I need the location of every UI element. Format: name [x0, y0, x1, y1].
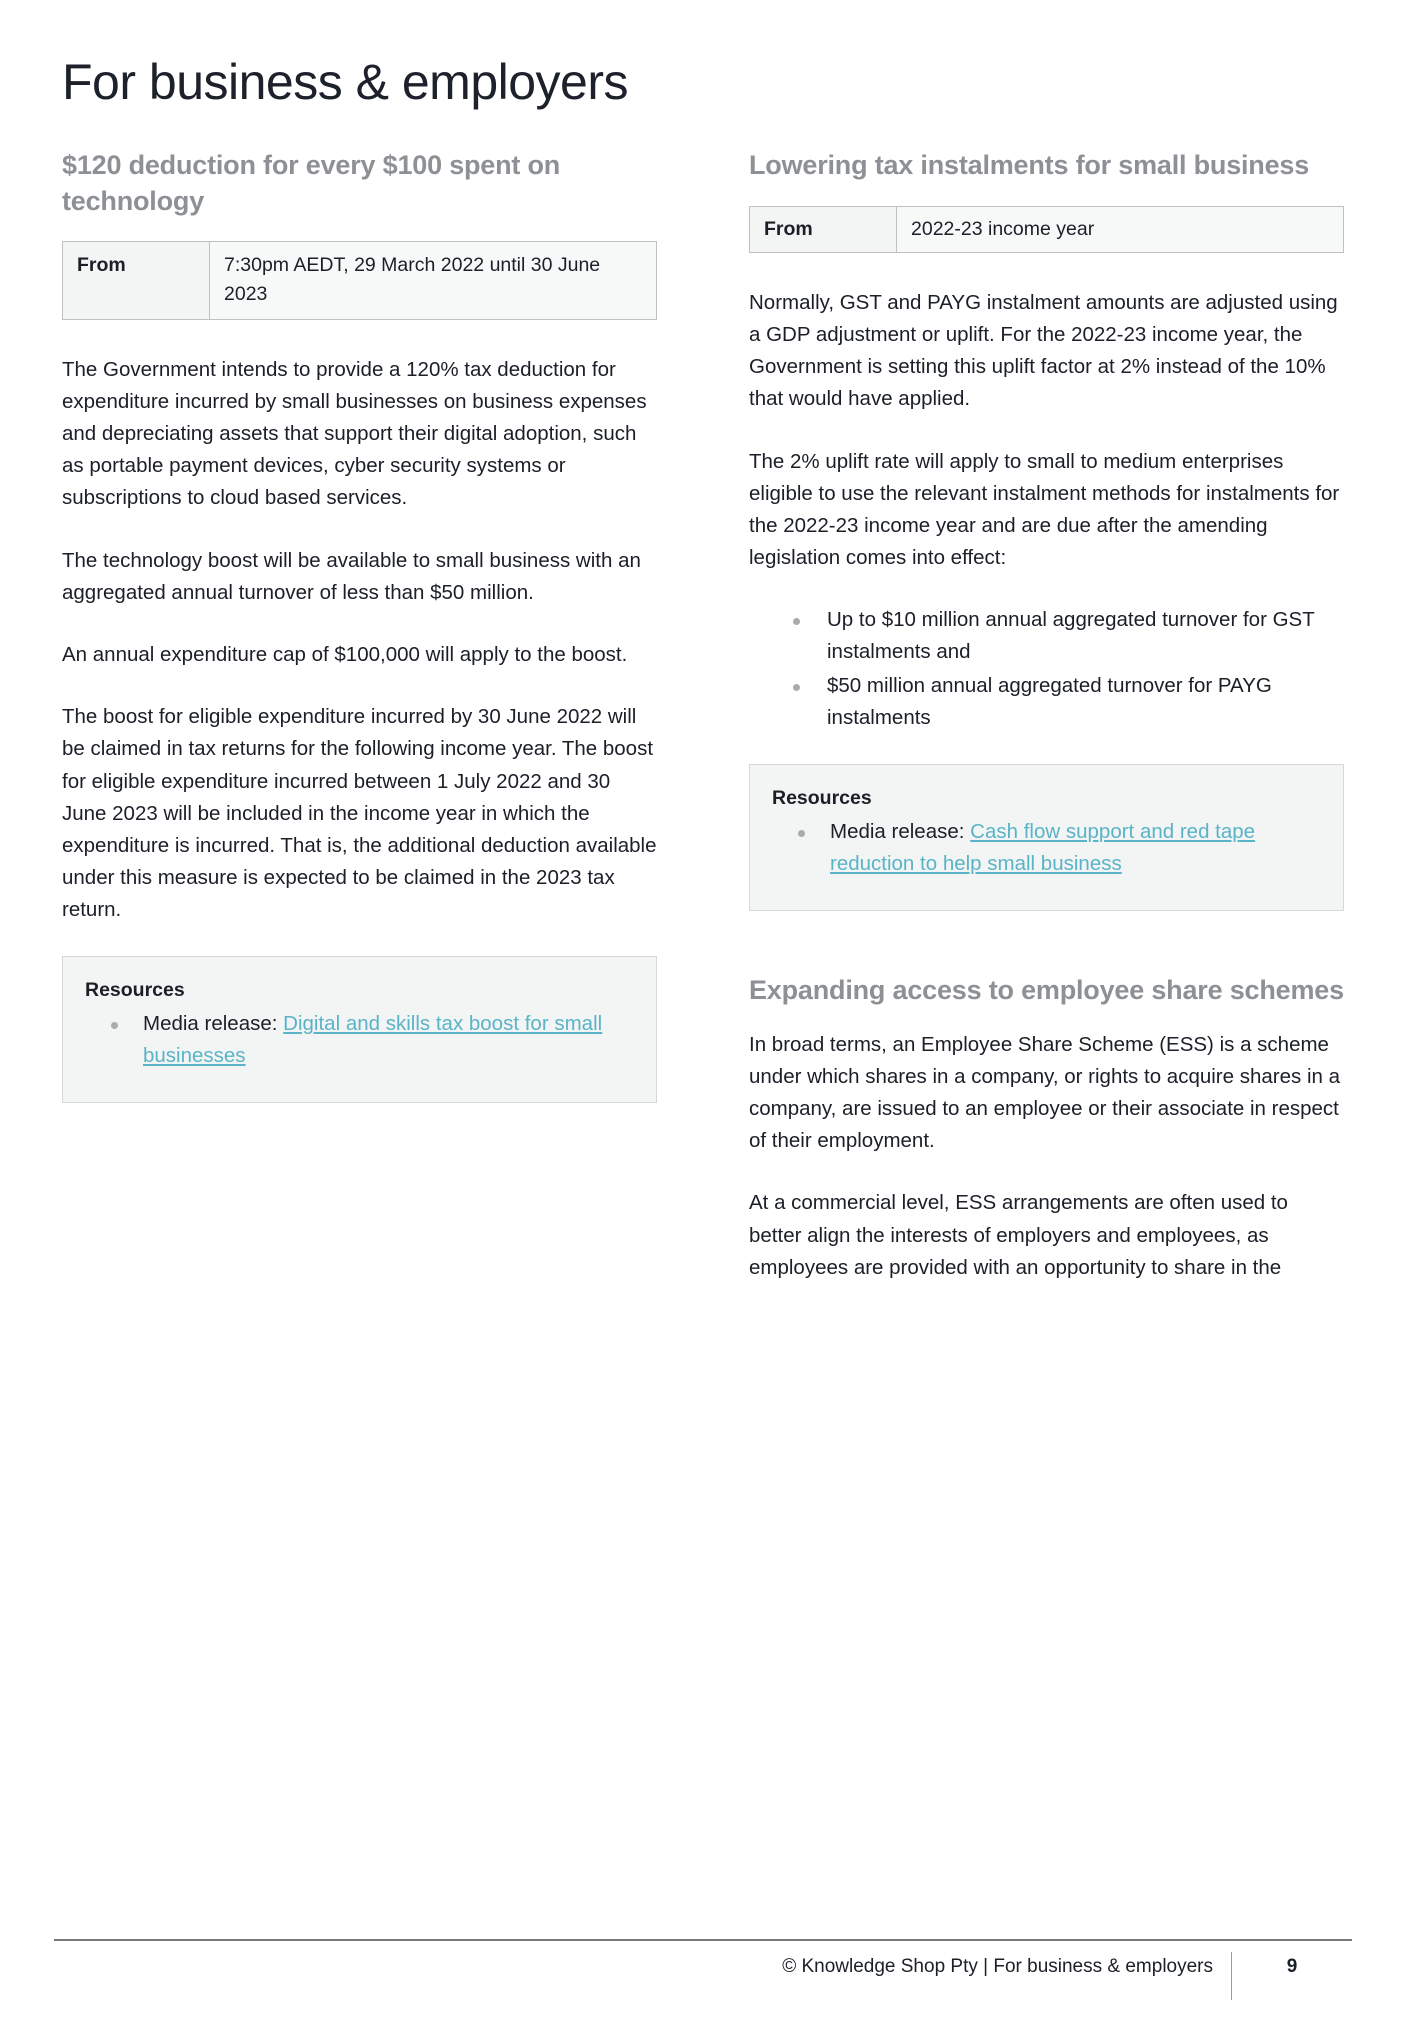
paragraph: An annual expenditure cap of $100,000 will apply to the boost.: [62, 642, 628, 666]
resources-box-instalments: [749, 764, 1344, 911]
resources-title: Resources: [85, 979, 185, 1002]
paragraph: The technology boost will be available to small business with an aggregated annual turnover of less than $50 million.: [62, 548, 641, 604]
resource-link[interactable]: Digital and skills tax boost for small businesses: [143, 1012, 603, 1068]
right-column: [703, 148, 1406, 1284]
from-table-instalments: [749, 206, 1344, 253]
from-label: From: [63, 242, 210, 320]
list-item: $50 million annual aggregated turnover for PAYG instalments: [827, 670, 1344, 734]
section-spacer: [749, 911, 1344, 973]
footer-divider-rule: [54, 1939, 1352, 1941]
page-footer: [0, 1929, 1406, 2021]
section-heading-lowering-tax-instalments: Lowering tax instalments for small business: [749, 150, 1310, 180]
resources-list: [85, 1008, 630, 1072]
resources-title: Resources: [772, 787, 872, 810]
paragraph: The Government intends to provide a 120% tax deduction for expenditure incurred by small businesses on business expenses and depreciating assets that support their digital adoption, such as portable payment devices, cyber security systems or subscriptions to cloud based services.: [62, 357, 647, 510]
section-heading-technology-deduction: $120 deduction for every $100 spent on technology: [62, 150, 561, 216]
footer-content: [54, 1956, 1352, 2000]
page-title: For business & employers: [62, 53, 629, 110]
table-row: [750, 206, 1344, 252]
resources-box-technology: [62, 956, 657, 1103]
left-column: [0, 148, 703, 1284]
from-table-technology: [62, 241, 657, 320]
paragraph: The 2% uplift rate will apply to small to medium enterprises eligible to use the relevant instalment methods for instalments for the 2022-23 income year and are due after the amending legislation comes into effect:: [749, 449, 1340, 570]
from-value: 7:30pm AEDT, 29 March 2022 until 30 June 2023: [210, 242, 657, 320]
resources-list: [772, 816, 1317, 880]
list-item: [143, 1008, 630, 1072]
footer-copyright: © Knowledge Shop Pty | For business & employers: [782, 1956, 1213, 1977]
list-item: Up to $10 million annual aggregated turnover for GST instalments and: [827, 604, 1344, 668]
section-technology-deduction: [62, 148, 657, 1103]
from-value: 2022-23 income year: [897, 206, 1344, 252]
paragraph: Normally, GST and PAYG instalment amounts are adjusted using a GDP adjustment or uplift. For the 2022-23 income year, the Government is setting this uplift factor at 2% instead of the 10% that would have applied.: [749, 290, 1338, 411]
section-employee-share-schemes: [749, 973, 1344, 1284]
page-number: 9: [1286, 1956, 1298, 1977]
paragraph: In broad terms, an Employee Share Scheme (ESS) is a scheme under which shares in a company, or rights to acquire shares in a company, are issued to an employee or their associate in respect of their employment.: [749, 1032, 1341, 1153]
instalment-eligibility-list: [749, 604, 1344, 734]
paragraph: At a commercial level, ESS arrangements are often used to better align the interests of employers and employees, as employees are provided with an opportunity to share in the: [749, 1191, 1288, 1279]
paragraph: The boost for eligible expenditure incurred by 30 June 2022 will be claimed in tax returns for the following income year. The boost for eligible expenditure incurred between 1 July 2022 and 30 June 2023 will be included in the income year in which the expenditure is incurred. That is, the additional deduction available under this measure is expected to be claimed in the 2023 tax return.: [62, 705, 657, 922]
resource-link[interactable]: Cash flow support and red tape reduction to help small business: [830, 820, 1256, 876]
section-heading-employee-share-schemes: Expanding access to employee share schemes: [749, 975, 1344, 1006]
resource-prefix: Media release:: [143, 1012, 284, 1036]
list-item: [830, 816, 1317, 880]
resource-prefix: Media release:: [830, 820, 971, 844]
table-row: [63, 242, 657, 320]
from-label: From: [750, 206, 897, 252]
section-lowering-tax-instalments: [749, 148, 1344, 911]
two-column-body: [0, 148, 1406, 1284]
